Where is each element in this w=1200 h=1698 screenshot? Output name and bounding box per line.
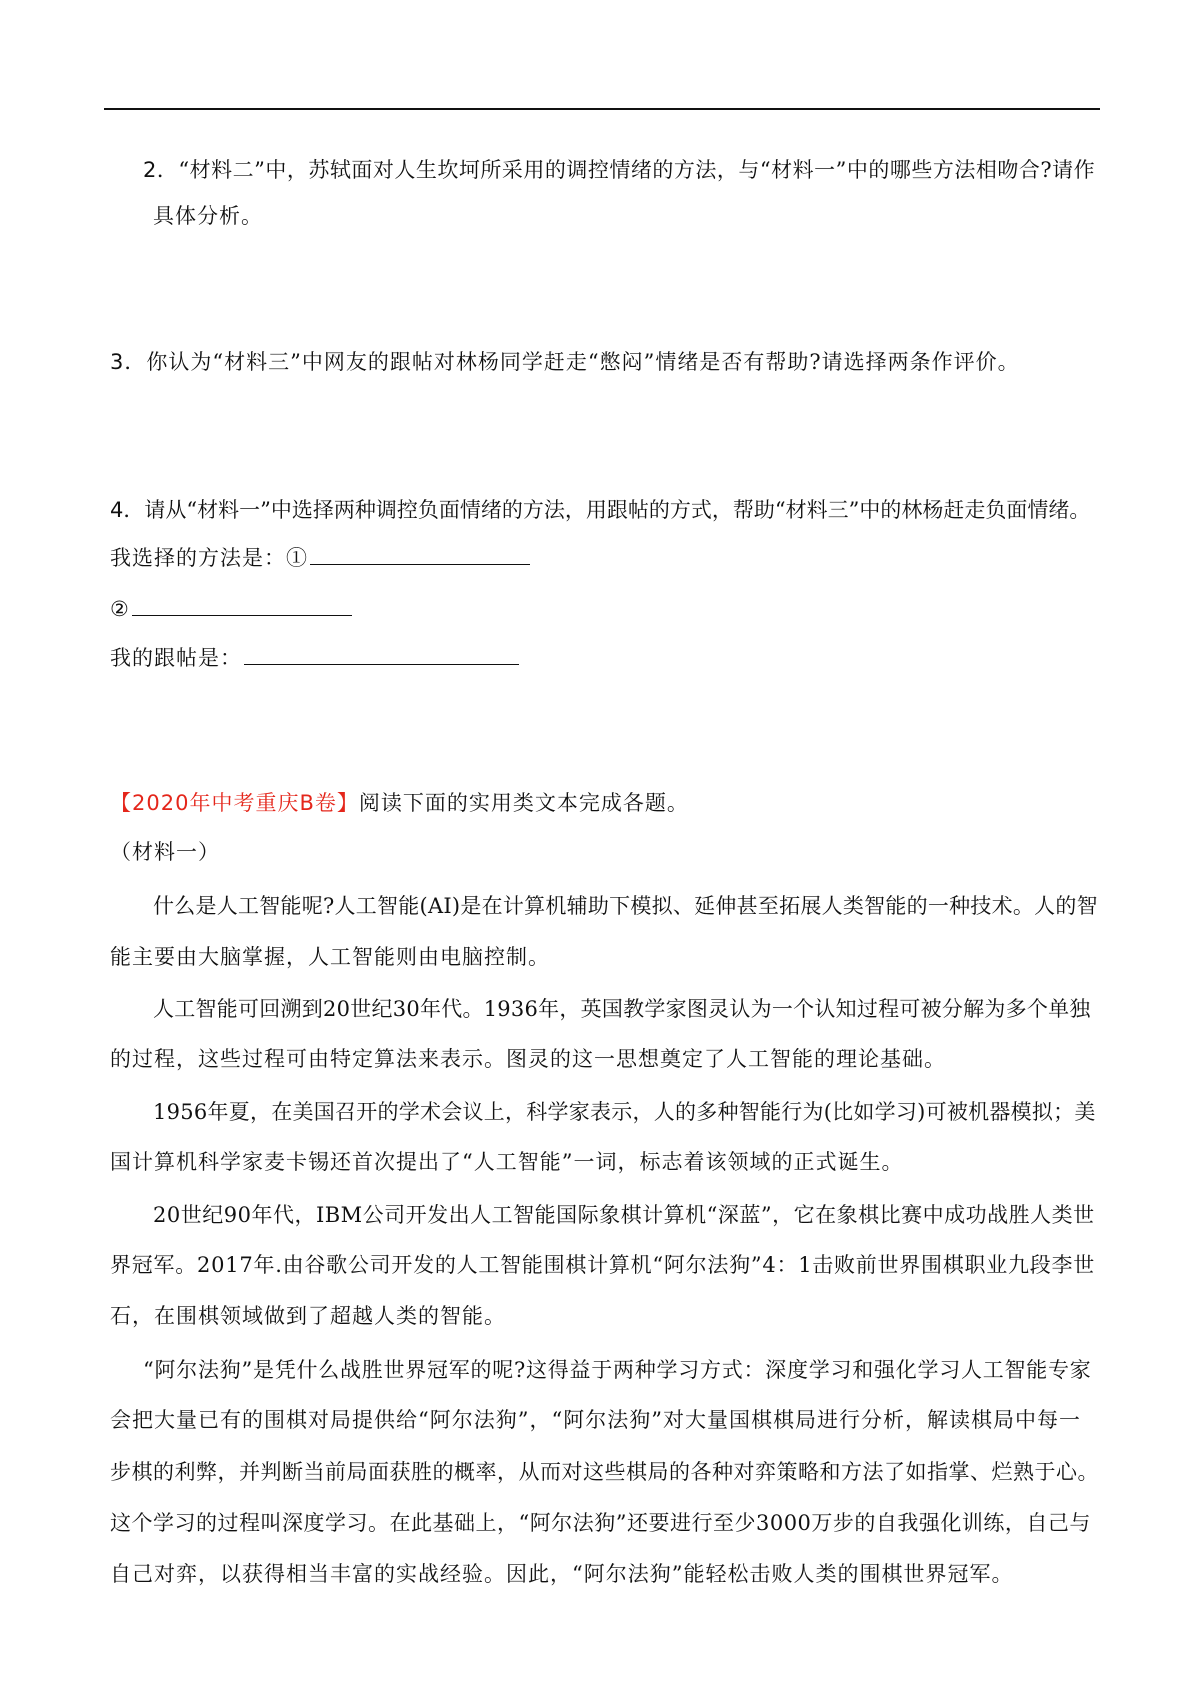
paragraph-3-line-2: 国计算机科学家麦卡锡还首次提出了“人工智能”一词，标志着该领域的正式诞生。	[110, 1150, 904, 1174]
source-tag: 【2020年中考重庆B卷】	[110, 791, 359, 815]
paragraph-5-line-3: 步棋的利弊，并判断当前局面获胜的概率，从而对这些棋局的各种对弈策略和方法了如指掌、烂熟于心。	[110, 1460, 1099, 1484]
answer-line-reply	[110, 642, 519, 674]
paragraph-4-line-1: 20世纪90年代，IBM公司开发出人工智能国际象棋计算机“深蓝”，它在象棋比赛中成功战胜人类世	[153, 1203, 1095, 1227]
question-2-text-line1: “材料二”中，苏轼面对人生坎坷所采用的调控情绪的方法，与“材料一”中的哪些方法相吻合?请作	[178, 158, 1096, 182]
question-2-text-line2: 具体分析。	[153, 204, 263, 228]
paragraph-1-line-2: 能主要由大脑掌握，人工智能则由电脑控制。	[110, 945, 550, 969]
question-4-number: 4．	[110, 498, 145, 522]
method-2-blank[interactable]	[132, 595, 352, 616]
reply-blank[interactable]	[244, 644, 519, 665]
question-3	[110, 346, 1020, 378]
section-header	[110, 787, 689, 819]
reply-label: 我的跟帖是：	[110, 646, 242, 670]
paragraph-5-line-5: 自己对弈，以获得相当丰富的实战经验。因此，“阿尔法狗”能轻松击败人类的围棋世界冠军。	[110, 1562, 1014, 1586]
paragraph-2-line-1: 人工智能可回溯到20世纪30年代。1936年，英国教学家图灵认为一个认知过程可被分解为多个单独	[153, 997, 1091, 1021]
header-rule	[104, 108, 1100, 110]
material-label: （材料一）	[110, 840, 220, 864]
question-2-number: 2．	[143, 158, 179, 182]
question-2	[143, 154, 1095, 186]
method-2-label: ②	[110, 597, 130, 621]
paragraph-1-line-1: 什么是人工智能呢?人工智能(AI)是在计算机辅助下模拟、延伸甚至拓展人类智能的一种技术。人的智	[153, 894, 1098, 918]
paragraph-2-line-2: 的过程，这些过程可由特定算法来表示。图灵的这一思想奠定了人工智能的理论基础。	[110, 1047, 946, 1071]
method-1-label: 我选择的方法是：①	[110, 546, 308, 570]
question-4	[110, 494, 1090, 526]
answer-line-method-2	[110, 593, 352, 625]
paragraph-5-line-4: 这个学习的过程叫深度学习。在此基础上，“阿尔法狗”还要进行至少3000万步的自我强化训练，自己与	[110, 1511, 1091, 1535]
paragraph-4-line-2: 界冠军。2017年.由谷歌公司开发的人工智能围棋计算机“阿尔法狗”4：1击败前世界围棋职业九段李世	[110, 1253, 1096, 1277]
question-3-number: 3．	[110, 350, 147, 374]
paragraph-3-line-1: 1956年夏，在美国召开的学术会议上，科学家表示，人的多种智能行为(比如学习)可被机器模拟；美	[153, 1100, 1096, 1124]
paragraph-5-line-2: 会把大量已有的围棋对局提供给“阿尔法狗”，“阿尔法狗”对大量国棋棋局进行分析，解读棋局中每一	[110, 1408, 1081, 1432]
paragraph-4-line-3: 石，在围棋领域做到了超越人类的智能。	[110, 1304, 506, 1328]
section-instruction: 阅读下面的实用类文本完成各题。	[358, 791, 689, 815]
method-1-blank[interactable]	[310, 544, 530, 565]
question-4-text: 请从“材料一”中选择两种调控负面情绪的方法，用跟帖的方式，帮助“材料三”中的林杨赶走负面情绪。	[144, 498, 1091, 522]
answer-line-method-1	[110, 542, 530, 574]
question-3-text: 你认为“材料三”中网友的跟帖对林杨同学赶走“憋闷”情绪是否有帮助?请选择两条作评价。	[146, 350, 1020, 374]
paragraph-5-line-1: “阿尔法狗”是凭什么战胜世界冠军的呢?这得益于两种学习方式：深度学习和强化学习人工智能专家	[143, 1358, 1092, 1382]
